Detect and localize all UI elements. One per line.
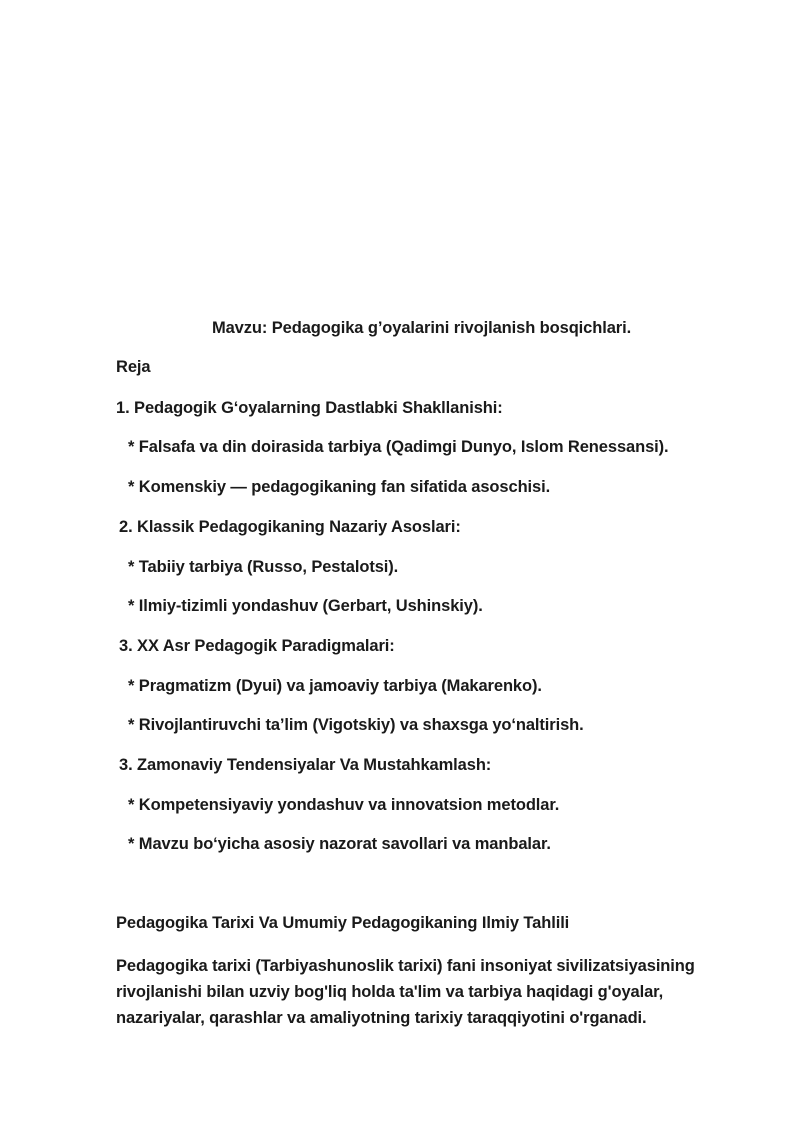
- outline-section-2: 2. Klassik Pedagogikaning Nazariy Asoslari:: [119, 518, 461, 536]
- outline-item: * Mavzu bo‘yicha asosiy nazorat savollari va manbalar.: [128, 835, 551, 853]
- paragraph-line: Pedagogika tarixi (Tarbiyashunoslik tarixi) fani insoniyat sivilizatsiyasining: [116, 957, 695, 975]
- outline-item: * Kompetensiyaviy yondashuv va innovatsion metodlar.: [128, 796, 560, 814]
- paragraph-line: nazariyalar, qarashlar va amaliyotning tarixiy taraqqiyotini o'rganadi.: [116, 1009, 647, 1027]
- outline-section-3: 3. XX Asr Pedagogik Paradigmalari:: [119, 637, 395, 655]
- plan-heading: Reja: [116, 358, 151, 376]
- outline-item: * Pragmatizm (Dyui) va jamoaviy tarbiya (Makarenko).: [128, 677, 542, 695]
- outline-item: * Rivojlantiruvchi ta’lim (Vigotskiy) va shaxsga yo‘naltirish.: [128, 716, 584, 734]
- paragraph-line: rivojlanishi bilan uzviy bog'liq holda ta'lim va tarbiya haqidagi g'oyalar,: [116, 983, 664, 1001]
- section-heading: Pedagogika Tarixi Va Umumiy Pedagogikaning Ilmiy Tahlili: [116, 914, 570, 932]
- outline-item: * Ilmiy-tizimli yondashuv (Gerbart, Ushinskiy).: [128, 597, 483, 615]
- outline-item: * Falsafa va din doirasida tarbiya (Qadimgi Dunyo, Islom Renessansi).: [128, 438, 669, 456]
- outline-section-4: 3. Zamonaviy Tendensiyalar Va Mustahkamlash:: [119, 756, 492, 774]
- document-title: Mavzu: Pedagogika g’oyalarini rivojlanish bosqichlari.: [211, 319, 632, 337]
- body-paragraph: [116, 953, 706, 1031]
- outline-section-1: 1. Pedagogik G‘oyalarning Dastlabki Shakllanishi:: [116, 399, 503, 417]
- outline-item: * Komenskiy — pedagogikaning fan sifatida asoschisi.: [128, 478, 551, 496]
- outline-item: * Tabiiy tarbiya (Russo, Pestalotsi).: [128, 558, 399, 576]
